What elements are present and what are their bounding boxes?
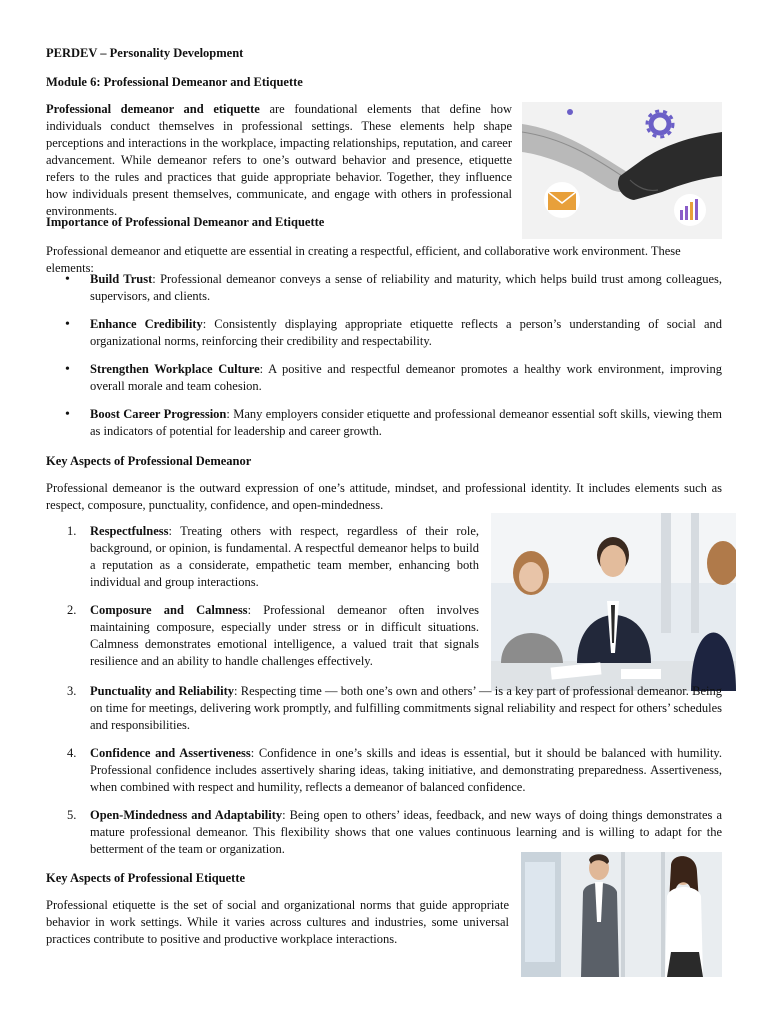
module-title: Module 6: Professional Demeanor and Etiquette bbox=[46, 75, 303, 89]
item-term: Respectfulness bbox=[90, 524, 169, 538]
item-desc: : Respecting time — both one’s own and others’ — is a key part of professional demeanor. Being on time for meetings, delivering work promptly, and fulfilling commitments signal reliability and respect for others’ schedules and responsibilities. bbox=[90, 684, 722, 732]
importance-list bbox=[46, 271, 722, 440]
demeanor-text: Professional demeanor is the outward expression of one’s attitude, mindset, and professional identity. It includes elements such as respect, composure, punctuality, confidence, and open-mindedness. bbox=[46, 481, 722, 512]
item-number: 2. bbox=[67, 603, 77, 617]
item-term: Composure and Calmness bbox=[90, 603, 248, 617]
item-term: Boost Career Progression bbox=[90, 407, 227, 421]
intro-rest: are foundational elements that define how individuals conduct themselves in professional settings. These elements help shape perceptions and interactions in the workplace, impacting relationships, reputation, and career advancement. While demeanor refers to one’s outward behavior and presence, etiquette refers to the rules and practices that guide appropriate behavior. Together, they influence how individuals present themselves, communicate, and engage with others in professional environments. bbox=[46, 102, 512, 218]
etiquette-heading: Key Aspects of Professional Etiquette bbox=[46, 871, 246, 885]
item-desc: : Confidence in one’s skills and ideas is essential, but it should be balanced with humility. Professional confidence includes assertively sharing ideas, taking initiative, and demonstrating preparedness. Assertiveness, when combined with respect and humility, reflects a demeanor of balanced confidence. bbox=[90, 746, 722, 794]
demeanor-list-top bbox=[46, 523, 479, 670]
list-item bbox=[46, 406, 722, 440]
item-term: Confidence and Assertiveness bbox=[90, 746, 251, 760]
business-meeting-icon bbox=[491, 513, 736, 691]
etiquette-text: Professional etiquette is the set of social and organizational norms that guide appropriate behavior in work settings. While it varies across cultures and industries, some universal practices contribute to positive and productive workplace interactions. bbox=[46, 898, 509, 946]
item-term: Strengthen Workplace Culture bbox=[90, 362, 260, 376]
demeanor-heading: Key Aspects of Professional Demeanor bbox=[46, 454, 252, 468]
item-desc: : Professional demeanor often involves maintaining composure, especially under stress or in difficult situations. Calmness demonstrates emotional intelligence, a valued trait that signals resilience and an ability to handle challenges effectively. bbox=[90, 603, 480, 668]
demeanor-list-bottom bbox=[46, 683, 722, 858]
item-desc: : Professional demeanor conveys a sense of reliability and maturity, which helps build trust among colleagues, supervisors, and clients. bbox=[90, 272, 722, 303]
list-item bbox=[46, 807, 722, 858]
item-desc: : Being open to others’ ideas, feedback, and new ways of doing things demonstrates a mature professional demeanor. This flexibility shows that one values continuous learning and is willing to adapt for the betterment of the team or organization. bbox=[90, 808, 722, 856]
intro-lead: Professional demeanor and etiquette bbox=[46, 102, 260, 116]
list-item bbox=[46, 602, 479, 670]
handshake-image bbox=[522, 102, 722, 239]
item-number: 3. bbox=[67, 684, 77, 698]
meeting-image bbox=[491, 513, 736, 691]
conversation-image bbox=[521, 852, 722, 977]
handshake-icon bbox=[522, 102, 722, 239]
list-item bbox=[46, 271, 722, 305]
item-desc: : Many employers consider etiquette and professional demeanor essential soft skills, viewing them as indicators of potential for leadership and career growth. bbox=[90, 407, 722, 438]
item-desc: : Treating others with respect, regardless of their role, background, or opinion, is fundamental. A respectful demeanor helps to build a reputation as a considerate, empathetic team member, enhancing both individual and group interactions. bbox=[90, 524, 479, 589]
course-title: PERDEV – Personality Development bbox=[46, 46, 244, 60]
item-desc: : Consistently displaying appropriate etiquette reflects a person’s understanding of social and organizational norms, reinforcing their credibility and respectability. bbox=[90, 317, 722, 348]
item-number: 4. bbox=[67, 746, 77, 760]
list-item bbox=[46, 683, 722, 734]
importance-text: Professional demeanor and etiquette are essential in creating a respectful, efficient, and collaborative work environment. These elements: bbox=[46, 244, 681, 275]
list-item bbox=[46, 745, 722, 796]
item-number: 5. bbox=[67, 808, 77, 822]
intro-paragraph bbox=[46, 101, 512, 220]
list-item bbox=[46, 316, 722, 350]
item-term: Punctuality and Reliability bbox=[90, 684, 235, 698]
list-item bbox=[46, 523, 479, 591]
list-item bbox=[46, 361, 722, 395]
business-conversation-icon bbox=[521, 852, 722, 977]
item-desc: : A positive and respectful demeanor promotes a healthy work environment, improving overall morale and team cohesion. bbox=[90, 362, 722, 393]
item-number: 1. bbox=[67, 524, 77, 538]
item-term: Enhance Credibility bbox=[90, 317, 203, 331]
importance-heading: Importance of Professional Demeanor and Etiquette bbox=[46, 215, 325, 229]
item-term: Build Trust bbox=[90, 272, 153, 286]
item-term: Open-Mindedness and Adaptability bbox=[90, 808, 283, 822]
